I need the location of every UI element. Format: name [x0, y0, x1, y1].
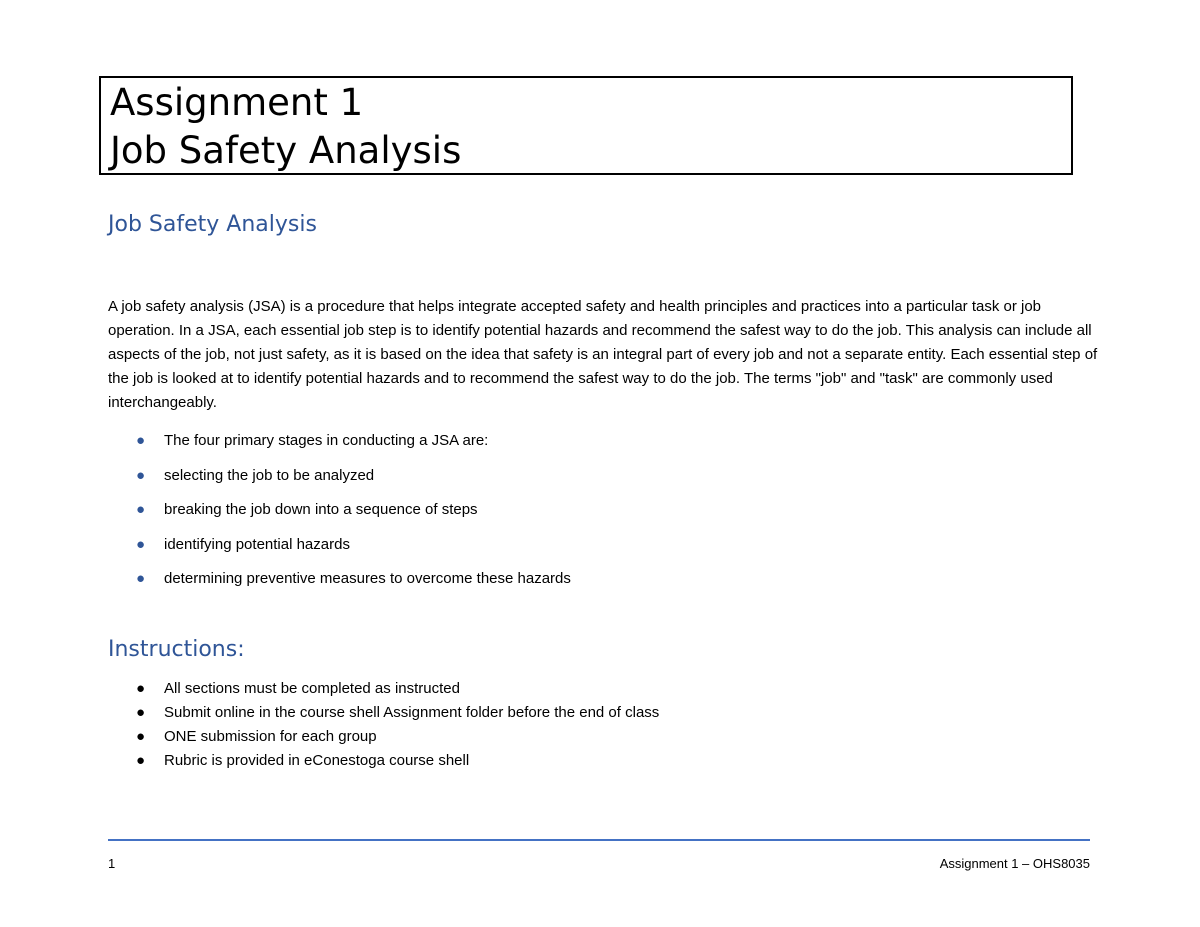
- bullet-icon: ●: [136, 680, 146, 697]
- list-item: [108, 701, 1008, 725]
- jsa-stages-list: [108, 429, 1008, 602]
- title-box: [99, 76, 1073, 175]
- list-item-text: All sections must be completed as instructed: [164, 680, 460, 697]
- list-item-text: breaking the job down into a sequence of steps: [164, 501, 478, 518]
- list-item-text: Submit online in the course shell Assignment folder before the end of class: [164, 704, 660, 721]
- list-item: [108, 567, 1008, 602]
- list-item-text: identifying potential hazards: [164, 535, 350, 553]
- list-item-text: selecting the job to be analyzed: [164, 466, 375, 484]
- list-item-text: determining preventive measures to overcome these hazards: [164, 570, 571, 587]
- bullet-icon: ●: [136, 432, 146, 449]
- footer-label: Assignment 1 – OHS8035: [939, 856, 1090, 871]
- bullet-icon: ●: [136, 501, 146, 518]
- list-item: [108, 533, 1008, 568]
- list-item-text: ONE submission for each group: [164, 728, 377, 745]
- bullet-icon: ●: [136, 466, 146, 484]
- list-item-text: The four primary stages in conducting a JSA are:: [164, 432, 489, 449]
- section-heading-jsa: Job Safety Analysis: [108, 212, 317, 237]
- bullet-icon: ●: [136, 535, 146, 553]
- document-title-line-2: Job Safety Analysis: [110, 129, 462, 172]
- document-title-line-1: Assignment 1: [110, 81, 364, 124]
- list-item: [108, 464, 1008, 499]
- bullet-icon: ●: [136, 704, 146, 721]
- list-item: [108, 429, 1008, 464]
- list-item: [108, 725, 1008, 749]
- bullet-icon: ●: [136, 728, 146, 745]
- list-item-text: Rubric is provided in eConestoga course shell: [164, 752, 470, 769]
- bullet-icon: ●: [136, 570, 146, 587]
- intro-paragraph: A job safety analysis (JSA) is a procedure that helps integrate accepted safety and health principles and practices into a particular task or job operation. In a JSA, each essential job step is to identify potential hazards and recommend the safest way to do the job. This analysis can include all aspects of the job, not just safety, as it is based on the idea that safety is an integral part of every job and not a separate entity. Each essential step of the job is looked at to identify potential hazards and to recommend the safest way to do the job. The terms "job" and "task" are commonly used interchangeably.: [108, 298, 1098, 411]
- list-item: [108, 498, 1008, 533]
- footer-divider: [108, 839, 1090, 841]
- section-heading-instructions: Instructions:: [108, 637, 245, 662]
- list-item: [108, 677, 1008, 701]
- instructions-list: [108, 677, 1008, 773]
- list-item: [108, 749, 1008, 773]
- bullet-icon: ●: [136, 752, 146, 769]
- page-number: 1: [108, 856, 116, 871]
